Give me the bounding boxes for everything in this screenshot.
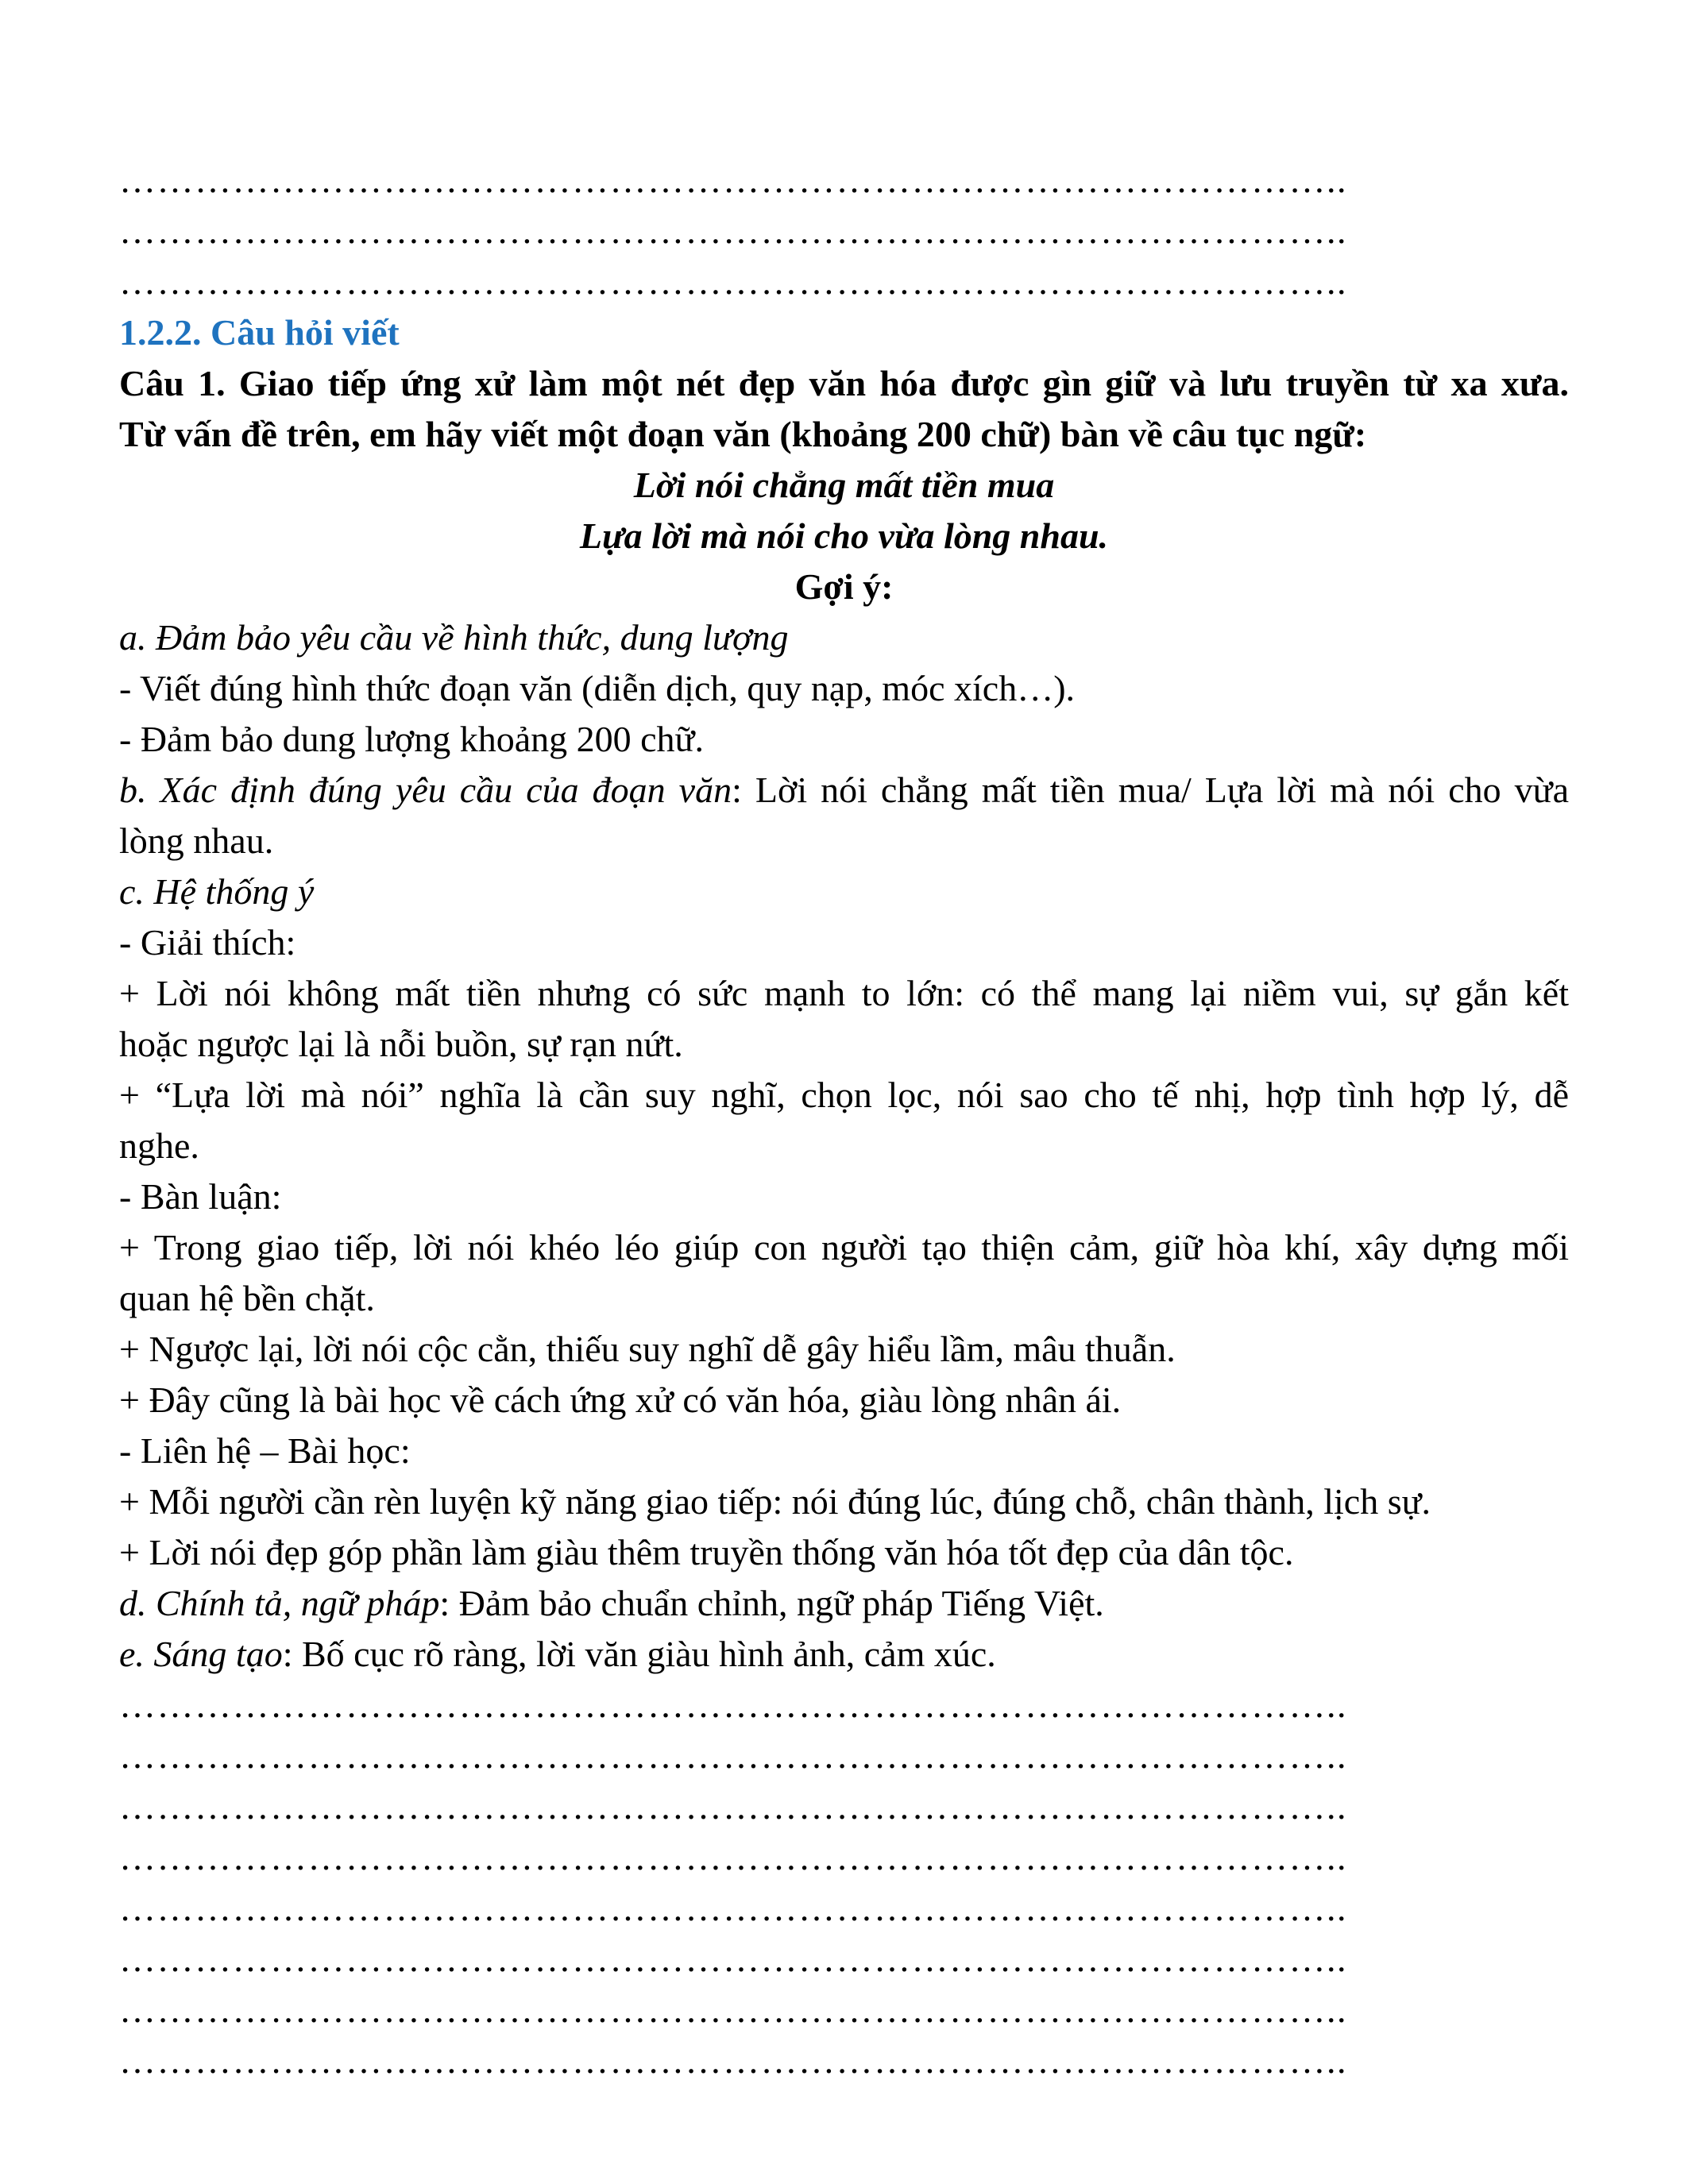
section-c-title: c. Hệ thống ý <box>119 871 315 912</box>
question-line-1: Câu 1. Giao tiếp ứng xử làm một nét đẹp văn hóa được gìn giữ và lưu truyền từ xa xưa. <box>119 363 1569 403</box>
section-b-text-cont: lòng nhau. <box>119 820 274 861</box>
answer-dotted-line: …………………………………………………………………………………….. <box>119 210 1347 251</box>
document-page <box>119 155 1569 2086</box>
answer-dotted-line: …………………………………………………………………………………….. <box>119 1786 1347 1827</box>
discussion-item: + Đây cũng là bài học về cách ứng xử có văn hóa, giàu lòng nhân ái. <box>119 1379 1122 1420</box>
section-e-text: : Bố cục rõ ràng, lời văn giàu hình ảnh, cảm xúc. <box>282 1634 996 1674</box>
section-d-label: d. Chính tả, ngữ pháp <box>119 1583 440 1623</box>
section-a-title: a. Đảm bảo yêu cầu về hình thức, dung lượng <box>119 617 789 658</box>
answer-dotted-line: …………………………………………………………………………………….. <box>119 1735 1347 1776</box>
answer-dotted-line: …………………………………………………………………………………….. <box>119 1888 1347 1928</box>
explain-heading: - Giải thích: <box>119 922 296 963</box>
answer-dotted-line: …………………………………………………………………………………….. <box>119 261 1347 302</box>
answer-dotted-line: …………………………………………………………………………………….. <box>119 1939 1347 1979</box>
explain-item: + Lời nói không mất tiền nhưng có sức mạnh to lớn: có thể mang lại niềm vui, sự gắn kết <box>119 973 1569 1013</box>
section-b-text: : Lời nói chẳng mất tiền mua/ Lựa lời mà nói cho vừa <box>732 770 1569 810</box>
discussion-heading: - Bàn luận: <box>119 1176 282 1217</box>
answer-dotted-line: …………………………………………………………………………………….. <box>119 1837 1347 1877</box>
lesson-heading: - Liên hệ – Bài học: <box>119 1430 411 1471</box>
discussion-item-cont: quan hệ bền chặt. <box>119 1278 375 1318</box>
answer-dotted-line: …………………………………………………………………………………….. <box>119 1684 1347 1725</box>
proverb-line-1: Lời nói chẳng mất tiền mua <box>633 465 1055 505</box>
discussion-item: + Trong giao tiếp, lời nói khéo léo giúp con người tạo thiện cảm, giữ hòa khí, xây dựng mối <box>119 1227 1569 1268</box>
explain-item-cont: hoặc ngược lại là nỗi buồn, sự rạn nứt. <box>119 1024 683 1064</box>
answer-dotted-line: …………………………………………………………………………………….. <box>119 1989 1347 2030</box>
section-b-label: b. Xác định đúng yêu cầu của đoạn văn <box>119 770 732 810</box>
hint-title: Gợi ý: <box>794 566 894 607</box>
answer-dotted-line: …………………………………………………………………………………….. <box>119 160 1347 200</box>
lesson-item: + Lời nói đẹp góp phần làm giàu thêm truyền thống văn hóa tốt đẹp của dân tộc. <box>119 1532 1294 1572</box>
section-e-line <box>119 1629 1569 1680</box>
section-d-line <box>119 1578 1569 1629</box>
question-line-2: Từ vấn đề trên, em hãy viết một đoạn văn (khoảng 200 chữ) bàn về câu tục ngữ: <box>119 414 1367 454</box>
section-a-item: - Viết đúng hình thức đoạn văn (diễn dịch, quy nạp, móc xích…). <box>119 668 1076 708</box>
section-d-text: : Đảm bảo chuẩn chỉnh, ngữ pháp Tiếng Việt. <box>439 1583 1104 1623</box>
lesson-item: + Mỗi người cần rèn luyện kỹ năng giao tiếp: nói đúng lúc, đúng chỗ, chân thành, lịch sự. <box>119 1481 1431 1522</box>
explain-item-cont: nghe. <box>119 1125 199 1166</box>
section-e-label: e. Sáng tạo <box>119 1634 283 1674</box>
section-heading: 1.2.2. Câu hỏi viết <box>119 312 400 353</box>
section-a-item: - Đảm bảo dung lượng khoảng 200 chữ. <box>119 719 704 759</box>
explain-item: + “Lựa lời mà nói” nghĩa là cần suy nghĩ, chọn lọc, nói sao cho tế nhị, hợp tình hợp lý, dễ <box>119 1075 1569 1115</box>
discussion-item: + Ngược lại, lời nói cộc cằn, thiếu suy nghĩ dễ gây hiểu lầm, mâu thuẫn. <box>119 1329 1176 1369</box>
section-b-line <box>119 765 1569 816</box>
proverb-line-2: Lựa lời mà nói cho vừa lòng nhau. <box>579 515 1109 556</box>
answer-dotted-line: …………………………………………………………………………………….. <box>119 2040 1347 2081</box>
